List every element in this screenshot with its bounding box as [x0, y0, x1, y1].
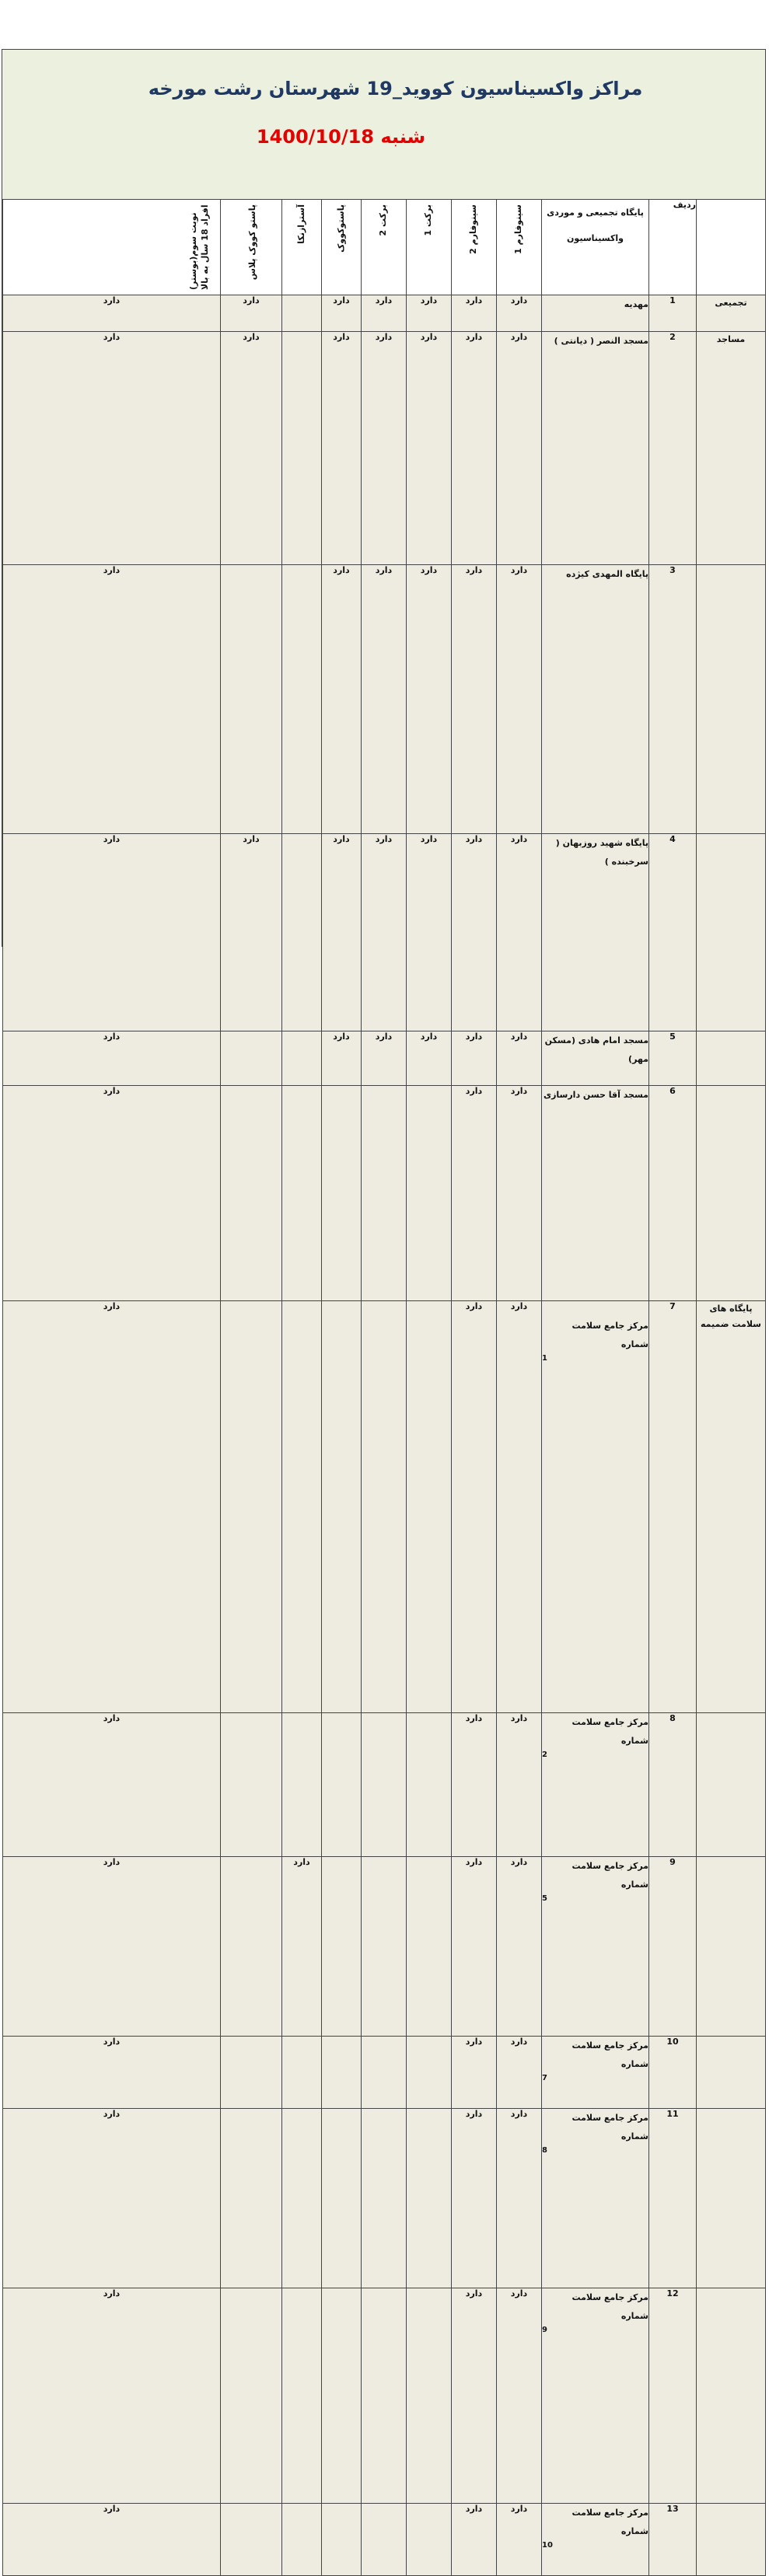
table-row — [3, 1031, 766, 1086]
barekat2-cell — [362, 2504, 407, 2576]
sinopharm1-cell: دارد — [497, 1031, 542, 1086]
sinopharm1-cell: دارد — [497, 332, 542, 565]
pasteur-kids-cell: دارد — [322, 834, 362, 1031]
row-number: 8 — [649, 1713, 697, 1857]
astrazeneca-cell — [282, 834, 322, 1031]
sinopharm2-cell: دارد — [452, 834, 497, 1031]
astrazeneca-cell — [282, 2037, 322, 2109]
pasteur-plus-cell — [221, 1857, 282, 2037]
pasteur-kids-cell — [322, 2037, 362, 2109]
pasteur-kids-cell: دارد — [322, 565, 362, 834]
row-number: 1 — [649, 295, 697, 332]
group-label: مساجد — [697, 332, 766, 565]
pasteur-kids-cell — [322, 1301, 362, 1713]
sinopharm2-cell: دارد — [452, 332, 497, 565]
table-row — [3, 2037, 766, 2109]
barekat1-cell: دارد — [407, 834, 452, 1031]
row-number: 12 — [649, 2288, 697, 2504]
barekat1-cell: دارد — [407, 295, 452, 332]
group-label — [697, 1086, 766, 1301]
pasteur-kids-cell — [322, 2288, 362, 2504]
sinopharm2-cell: دارد — [452, 565, 497, 834]
pasteur-plus-cell — [221, 1031, 282, 1086]
sinopharm1-cell: دارد — [497, 295, 542, 332]
barekat1-cell — [407, 1713, 452, 1857]
station-name: مسجد النصر ( دیانتی ) — [542, 332, 649, 565]
row-number: 13 — [649, 2504, 697, 2576]
pasteur-kids-cell: دارد — [322, 1031, 362, 1086]
group-label — [697, 2288, 766, 2504]
booster-cell: دارد — [3, 834, 221, 1031]
col-barekat2-header: برکت 2 — [362, 200, 407, 295]
sinopharm1-cell: دارد — [497, 834, 542, 1031]
barekat2-cell: دارد — [362, 332, 407, 565]
table-row — [3, 295, 766, 332]
table-row — [3, 332, 766, 565]
table-row — [3, 834, 766, 1031]
pasteur-kids-cell: دارد — [322, 332, 362, 565]
sinopharm2-cell: دارد — [452, 2504, 497, 2576]
barekat2-cell — [362, 1301, 407, 1713]
barekat2-cell: دارد — [362, 295, 407, 332]
pasteur-plus-cell — [221, 565, 282, 834]
col-astrazeneca-header: آسترازنکا — [282, 200, 322, 295]
row-number: 7 — [649, 1301, 697, 1713]
station-name: مهدیه — [542, 295, 649, 332]
col-num-header: ردیف — [649, 200, 697, 295]
sinopharm2-cell: دارد — [452, 2037, 497, 2109]
astrazeneca-cell: دارد — [282, 1857, 322, 2037]
col-pasteur-plus-header: پاستو کووک پلاس — [221, 200, 282, 295]
pasteur-plus-cell — [221, 2288, 282, 2504]
sinopharm1-cell: دارد — [497, 2504, 542, 2576]
sinopharm1-cell: دارد — [497, 1857, 542, 2037]
col-pasteur-kids-header: پاستوکووک — [322, 200, 362, 295]
sinopharm1-cell: دارد — [497, 1086, 542, 1301]
astrazeneca-cell — [282, 1031, 322, 1086]
station-name: مرکز جامع سلامت شماره 7 — [542, 2037, 649, 2109]
station-name: مرکز جامع سلامت شماره 10 — [542, 2504, 649, 2576]
sinopharm1-cell: دارد — [497, 2288, 542, 2504]
astrazeneca-cell — [282, 2109, 322, 2288]
booster-cell: دارد — [3, 2109, 221, 2288]
booster-cell: دارد — [3, 565, 221, 834]
barekat1-cell — [407, 1857, 452, 2037]
group-label — [697, 1031, 766, 1086]
barekat1-cell — [407, 1086, 452, 1301]
col-station-header: پایگاه تجمیعی و موردی واکسیناسیون — [542, 200, 649, 295]
sinopharm2-cell: دارد — [452, 1857, 497, 2037]
station-name: پایگاه المهدی کیژده — [542, 565, 649, 834]
station-name: مرکز جامع سلامت شماره 1 — [542, 1301, 649, 1713]
astrazeneca-cell — [282, 1086, 322, 1301]
table-row — [3, 1857, 766, 2037]
pasteur-kids-cell — [322, 1857, 362, 2037]
barekat2-cell — [362, 1086, 407, 1301]
astrazeneca-cell — [282, 1301, 322, 1713]
pasteur-kids-cell: دارد — [322, 295, 362, 332]
station-name: مرکز جامع سلامت شماره 2 — [542, 1713, 649, 1857]
astrazeneca-cell — [282, 1713, 322, 1857]
sheet-title: مراکز واکسیناسیون کووید_19 شهرستان رشت مورخه — [148, 78, 643, 99]
row-number: 4 — [649, 834, 697, 1031]
booster-cell: دارد — [3, 1857, 221, 2037]
sinopharm1-cell: دارد — [497, 1301, 542, 1713]
table-row — [3, 1713, 766, 1857]
group-label — [697, 2504, 766, 2576]
station-name: مسجد امام هادی (مسکن مهر) — [542, 1031, 649, 1086]
table-row — [3, 2504, 766, 2576]
row-number: 2 — [649, 332, 697, 565]
astrazeneca-cell — [282, 332, 322, 565]
booster-cell: دارد — [3, 2504, 221, 2576]
row-number: 3 — [649, 565, 697, 834]
station-name: مسجد آقا حسن دارسازی — [542, 1086, 649, 1301]
pasteur-kids-cell — [322, 2109, 362, 2288]
booster-cell: دارد — [3, 1031, 221, 1086]
row-number: 10 — [649, 2037, 697, 2109]
sinopharm1-cell: دارد — [497, 2037, 542, 2109]
group-label — [697, 1857, 766, 2037]
vaccination-table — [2, 199, 766, 2576]
booster-cell: دارد — [3, 1086, 221, 1301]
pasteur-plus-cell — [221, 2109, 282, 2288]
booster-cell: دارد — [3, 332, 221, 565]
group-label — [697, 2109, 766, 2288]
table-row — [3, 565, 766, 834]
group-label — [697, 565, 766, 834]
station-name: پایگاه شهید روزبهان ( سرخبنده ) — [542, 834, 649, 1031]
barekat2-cell: دارد — [362, 1031, 407, 1086]
station-name: مرکز جامع سلامت شماره 9 — [542, 2288, 649, 2504]
barekat2-cell — [362, 1713, 407, 1857]
col-sinopharm2-header: سینوفارم 2 — [452, 200, 497, 295]
booster-cell: دارد — [3, 2288, 221, 2504]
booster-cell: دارد — [3, 295, 221, 332]
barekat2-cell: دارد — [362, 565, 407, 834]
sinopharm1-cell: دارد — [497, 2109, 542, 2288]
booster-cell: دارد — [3, 2037, 221, 2109]
row-number: 6 — [649, 1086, 697, 1301]
astrazeneca-cell — [282, 295, 322, 332]
row-number: 5 — [649, 1031, 697, 1086]
barekat1-cell — [407, 2037, 452, 2109]
pasteur-plus-cell: دارد — [221, 834, 282, 1031]
col-booster-header: نوبت سوم(بوستر) افراد 18 سال به بالا — [3, 200, 221, 295]
barekat2-cell — [362, 2109, 407, 2288]
station-name: مرکز جامع سلامت شماره 8 — [542, 2109, 649, 2288]
barekat1-cell: دارد — [407, 332, 452, 565]
group-label: تجمیعی — [697, 295, 766, 332]
sinopharm2-cell: دارد — [452, 295, 497, 332]
sinopharm2-cell: دارد — [452, 1086, 497, 1301]
station-name: مرکز جامع سلامت شماره 5 — [542, 1857, 649, 2037]
sinopharm2-cell: دارد — [452, 2109, 497, 2288]
sinopharm2-cell: دارد — [452, 1713, 497, 1857]
group-label — [697, 834, 766, 1031]
pasteur-kids-cell — [322, 2504, 362, 2576]
table-row — [3, 2288, 766, 2504]
sinopharm2-cell: دارد — [452, 2288, 497, 2504]
barekat1-cell — [407, 2288, 452, 2504]
booster-cell: دارد — [3, 1713, 221, 1857]
group-label — [697, 2037, 766, 2109]
table-row — [3, 2109, 766, 2288]
col-sinopharm1-header: سینوفارم 1 — [497, 200, 542, 295]
table-row — [3, 1086, 766, 1301]
barekat1-cell — [407, 2109, 452, 2288]
barekat1-cell: دارد — [407, 1031, 452, 1086]
pasteur-plus-cell — [221, 2037, 282, 2109]
col-barekat1-header: برکت 1 — [407, 200, 452, 295]
row-number: 11 — [649, 2109, 697, 2288]
pasteur-kids-cell — [322, 1086, 362, 1301]
pasteur-plus-cell — [221, 2504, 282, 2576]
sheet-date: شنبه 1400/10/18 — [256, 126, 426, 148]
group-label: پایگاه های سلامت ضمیمه — [697, 1301, 766, 1713]
col-group-header — [697, 200, 766, 295]
vaccination-sheet — [2, 49, 766, 2550]
pasteur-plus-cell — [221, 1301, 282, 1713]
pasteur-plus-cell: دارد — [221, 295, 282, 332]
sheet-header — [2, 50, 765, 200]
sinopharm1-cell: دارد — [497, 1713, 542, 1857]
booster-cell: دارد — [3, 1301, 221, 1713]
barekat1-cell — [407, 2504, 452, 2576]
astrazeneca-cell — [282, 2504, 322, 2576]
barekat1-cell: دارد — [407, 565, 452, 834]
pasteur-plus-cell: دارد — [221, 332, 282, 565]
sinopharm1-cell: دارد — [497, 565, 542, 834]
sinopharm2-cell: دارد — [452, 1301, 497, 1713]
group-label — [697, 1713, 766, 1857]
astrazeneca-cell — [282, 565, 322, 834]
barekat2-cell — [362, 1857, 407, 2037]
table-row — [3, 1301, 766, 1713]
pasteur-plus-cell — [221, 1713, 282, 1857]
barekat2-cell — [362, 2288, 407, 2504]
pasteur-kids-cell — [322, 1713, 362, 1857]
barekat2-cell — [362, 2037, 407, 2109]
barekat1-cell — [407, 1301, 452, 1713]
row-number: 9 — [649, 1857, 697, 2037]
barekat2-cell: دارد — [362, 834, 407, 1031]
pasteur-plus-cell — [221, 1086, 282, 1301]
astrazeneca-cell — [282, 2288, 322, 2504]
sinopharm2-cell: دارد — [452, 1031, 497, 1086]
table-header-row — [3, 200, 766, 295]
